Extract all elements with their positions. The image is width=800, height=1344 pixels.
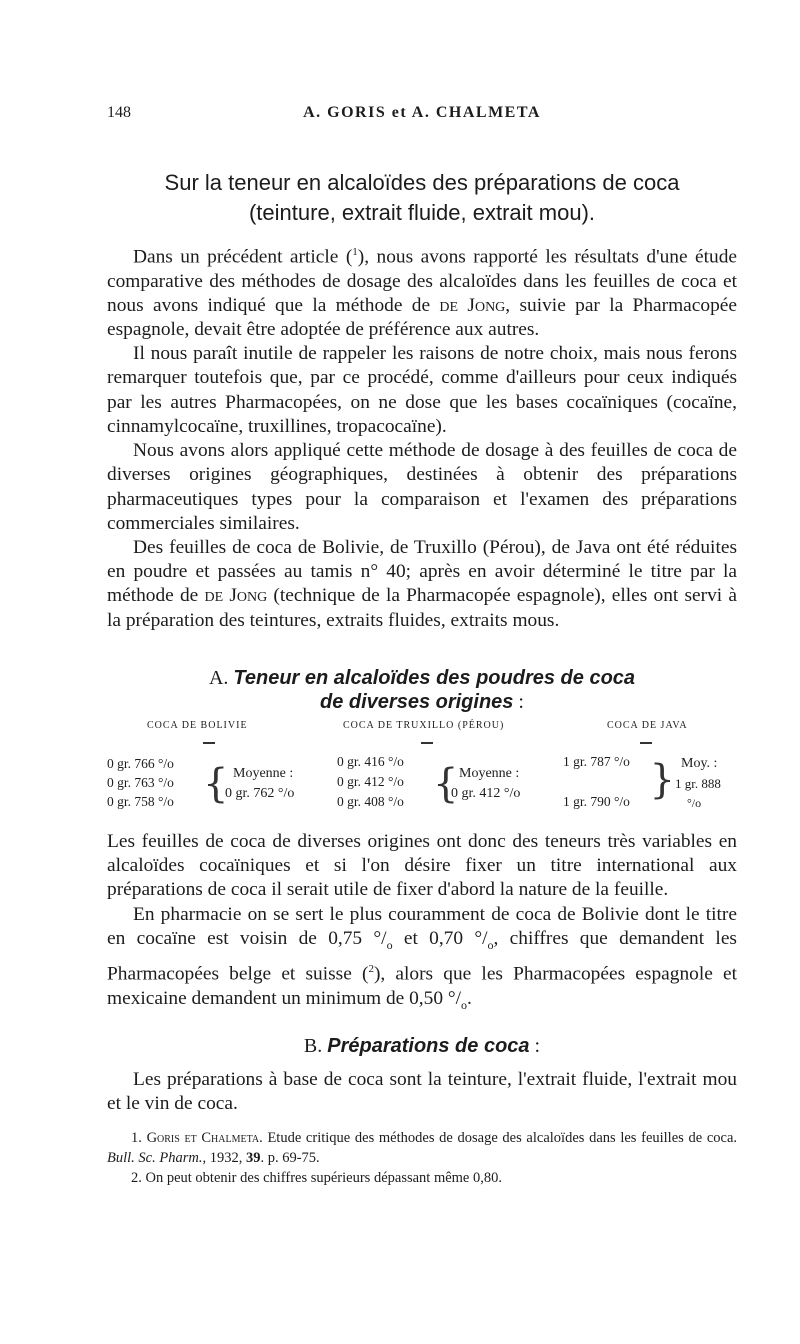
mean-label-java: Moy. : [681, 756, 718, 771]
p6-subscript-3: o [461, 997, 468, 1012]
section-b-text [107, 1068, 737, 1116]
footnote-2-number: 2. [131, 1170, 142, 1186]
paragraph-4 [107, 536, 737, 633]
page-number: 148 [107, 104, 131, 121]
section-a-label: A. [208, 667, 229, 689]
p6-subscript-2: o [487, 937, 494, 952]
footnote-1-volume: 39 [245, 1150, 261, 1166]
footnote-2 [107, 1168, 737, 1188]
p6-part-e: . [467, 987, 472, 1009]
mean-value-bolivie: 0 gr. 762 °/o [225, 786, 295, 801]
mean-label-truxillo: Moyenne : [459, 766, 520, 781]
discussion-text [107, 830, 737, 1017]
brace-truxillo: { [433, 761, 459, 807]
section-a-title-line-1: Teneur en alcaloïdes des poudres de coca [233, 667, 636, 689]
value-java-2: 1 gr. 790 °/o [563, 794, 630, 809]
footnote-1-authors: Goris et Chalmeta. [146, 1130, 263, 1146]
column-header-bolivie: COCA DE BOLIVIE [147, 720, 248, 731]
p1-part-a: Dans un précédent article ( [133, 246, 353, 268]
value-truxillo-1: 0 gr. 416 °/o [337, 754, 404, 769]
author-name-de-jong: de Jong [439, 294, 506, 316]
paragraph-7: Les préparations à base de coca sont la teinture, l'extrait fluide, l'extrait mou et le vin de coca. [107, 1069, 737, 1115]
paragraph-6 [107, 903, 737, 1017]
value-java-1: 1 gr. 787 °/o [563, 754, 630, 769]
paragraph-3: Nous avons alors appliqué cette méthode de dosage à des feuilles de coca de diverses origines géographiques, destinées à obtenir des préparations pharmaceutiques types pour la comparaison et l'examen des préparations commerciales similaires. [107, 440, 737, 534]
value-truxillo-3: 0 gr. 408 °/o [337, 794, 404, 809]
footnote-1-year: , 1932, [202, 1150, 246, 1166]
mean-value-truxillo: 0 gr. 412 °/o [451, 786, 521, 801]
section-b-label: B. [303, 1035, 323, 1057]
section-b-colon: : [529, 1035, 541, 1057]
value-truxillo-2: 0 gr. 412 °/o [337, 774, 404, 789]
value-bolivie-2: 0 gr. 763 °/o [107, 775, 174, 790]
section-a-colon: : [513, 691, 524, 713]
alkaloid-table [107, 720, 737, 820]
mean-label-bolivie: Moyenne : [233, 766, 294, 781]
intro-text [107, 240, 737, 633]
footnote-1-text: Etude critique des méthodes de dosage des alcaloïdes dans les feuilles de coca. [262, 1130, 738, 1146]
paragraph-2: Il nous paraît inutile de rappeler les raisons de notre choix, mais nous ferons remarquer toutefois que, par ce procédé, comme d'ailleurs pour ceux indiqués par les autres Pharmacopées, on ne dose que les bases cocaïniques (cocaïne, cinnamylcocaïne, truxillines, tropacocaïne). [107, 343, 737, 437]
brace-java: { [649, 757, 675, 803]
footnote-1-pages: . p. 69-75. [260, 1150, 320, 1166]
p6-part-a: En pharmacie on se sert le plus couramment de coca de Bolivie dont le titre en cocaïne est voisin de 0,75 °/ [107, 903, 737, 949]
footnote-1-journal: Bull. Sc. Pharm. [107, 1150, 203, 1166]
p6-part-d: ), alors que les Pharmacopées espagnole et mexicaine demandent un minimum de 0,50 °/ [107, 963, 737, 1009]
footnote-ref-2: 2 [368, 962, 374, 975]
footnote-ref-1: 1 [352, 246, 358, 258]
p6-part-b: et 0,70 °/ [392, 927, 488, 949]
brace-bolivie: { [203, 761, 229, 807]
page-header [107, 104, 737, 128]
author-name-de-jong-2: de Jong [204, 585, 268, 607]
running-head: A. GORIS et A. CHALMETA [303, 104, 541, 121]
title-line-1: Sur la teneur en alcaloïdes des préparations de coca [164, 170, 680, 195]
p6-part-c: , chiffres que demandent les Pharmacopées belge et suisse ( [107, 927, 737, 985]
column-header-truxillo: COCA DE TRUXILLO (PÉROU) [343, 720, 505, 731]
section-a-heading [107, 666, 737, 714]
mean-value-java: 1 gr. 888 [675, 776, 721, 791]
footnote-1-number: 1. [131, 1130, 142, 1146]
column-dash [640, 742, 652, 744]
p4-part-b: (technique de la Pharmacopée espagnole), elles ont servi à la préparation des teintures, extraits fluides, extraits mous. [107, 585, 737, 631]
p6-subscript-1: o [386, 937, 393, 952]
p4-part-a: Des feuilles de coca de Bolivie, de Truxillo (Pérou), de Java ont été réduites en poudre et passées au tamis n° 40; après en avoir déterminé le titre par la méthode de [107, 536, 737, 607]
section-a-title-line-2: de diverses origines [320, 691, 514, 713]
column-header-java: COCA DE JAVA [607, 720, 688, 731]
section-b-heading [107, 1034, 737, 1058]
column-dash [421, 742, 433, 744]
p1-part-b: ), nous avons rapporté les résultats d'une étude comparative des méthodes de dosage des alcaloïdes dans les feuilles de coca et nous avons indiqué que la méthode de [107, 246, 738, 316]
p1-part-c: , suivie par la Pharmacopée espagnole, devait être adoptée de préférence aux autres. [107, 294, 737, 341]
paragraph-1 [107, 240, 737, 342]
title-line-2: (teinture, extrait fluide, extrait mou). [248, 200, 596, 225]
mean-unit-java: °/o [687, 796, 702, 810]
section-b-title: Préparations de coca [327, 1035, 530, 1057]
article-title [107, 168, 737, 228]
paragraph-5: Les feuilles de coca de diverses origines ont donc des teneurs très variables en alcaloïdes cocaïniques et si l'on désire fixer un titre international aux préparations de coca il serait utile de fixer d'abord la nature de la feuille. [107, 831, 737, 901]
value-bolivie-3: 0 gr. 758 °/o [107, 794, 174, 809]
value-bolivie-1: 0 gr. 766 °/o [107, 756, 174, 771]
footnote-2-text: On peut obtenir des chiffres supérieurs dépassant même 0,80. [141, 1170, 502, 1186]
footnotes [107, 1128, 737, 1188]
footnote-1 [107, 1128, 737, 1168]
column-dash [203, 742, 215, 744]
